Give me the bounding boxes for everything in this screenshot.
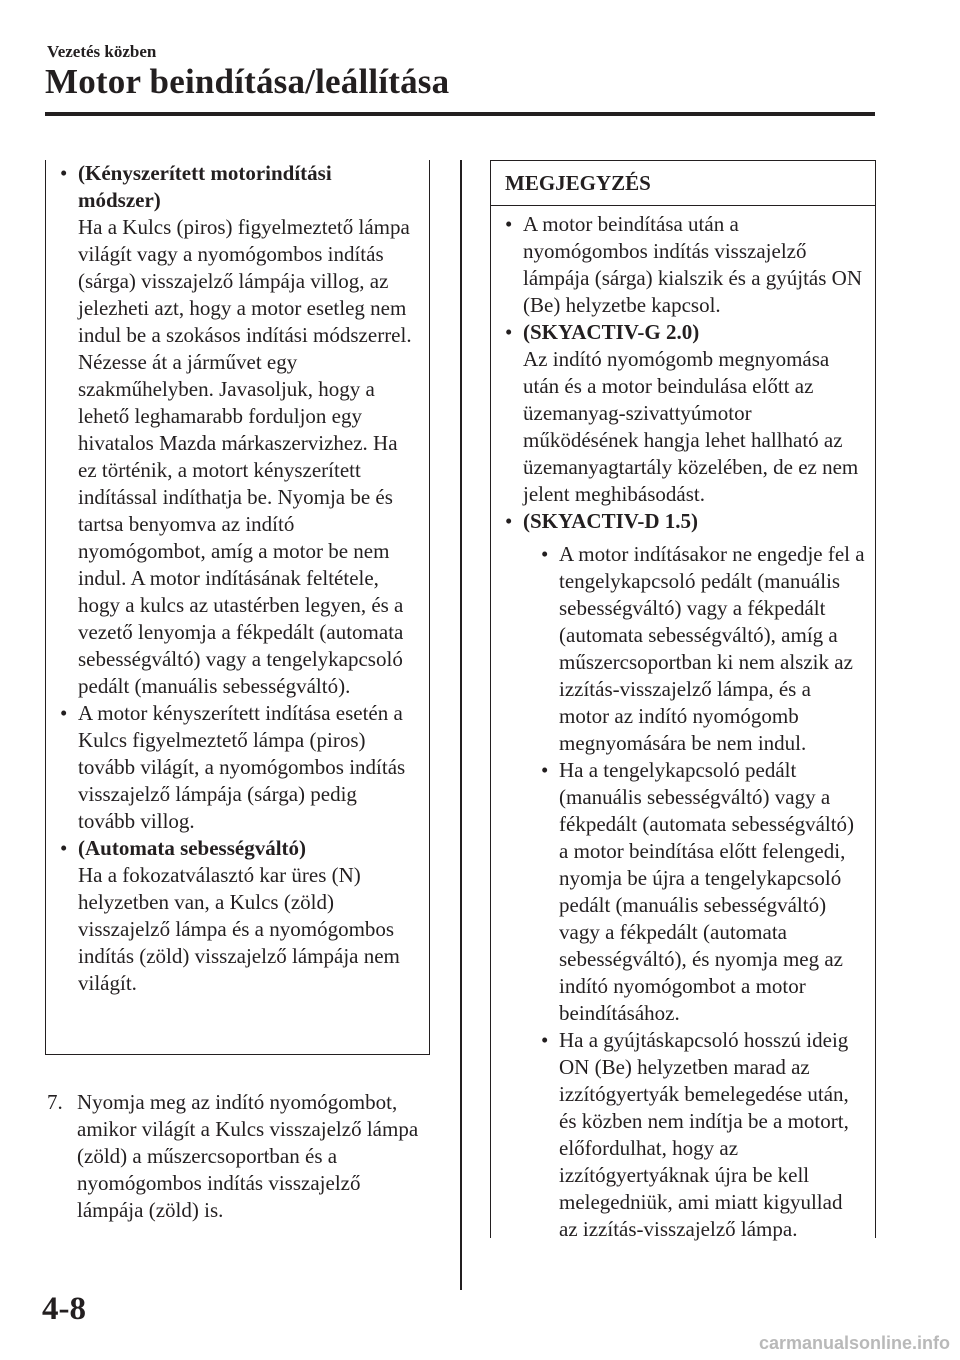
step-7 — [47, 1089, 427, 1224]
bullet: • — [505, 509, 513, 533]
bullet: • — [505, 320, 513, 344]
page-number: 4-8 — [42, 1291, 86, 1327]
item-text: A motor indításakor ne engedje fel a tengelykapcsoló pedált (manuális sebességváltó) vagy a fékpedált (automata sebességváltó), amíg a műszercsoportban ki nem alszik az izzítás-visszajelző lámpa, és a motor az indító nyomógomb megnyomására be nem indul. — [559, 542, 865, 755]
list-item — [60, 160, 416, 700]
sub-list-item — [541, 1027, 865, 1243]
item-text: A motor kényszerített indítása esetén a Kulcs figyelmeztető lámpa (piros) tovább világít, a nyomógombos indítás visszajelző lámpája (sárga) pedig tovább villog. — [78, 701, 406, 833]
item-text: A motor beindítása után a nyomógombos indítás visszajelző lámpája (sárga) kialszik és a gyújtás ON (Be) helyzetbe kapcsol. — [523, 212, 863, 317]
item-heading: (SKYACTIV-G 2.0) — [523, 320, 700, 344]
item-text: Ha a gyújtáskapcsoló hosszú ideig ON (Be) helyzetben marad az izzítógyertyák bemelegedése után, és közben nem indítja be a motort, előfordulhat, hogy az izzítógyertyáknak újra be kell melegedniük, ami miatt kigyullad az izzítás-visszajelző lámpa. — [559, 1028, 849, 1241]
item-heading: (SKYACTIV-D 1.5) — [523, 509, 699, 533]
step-number: 7. — [47, 1090, 63, 1114]
title-rule — [45, 112, 875, 116]
sub-list-item — [541, 541, 865, 757]
bullet: • — [505, 212, 513, 236]
sub-list — [541, 541, 865, 1243]
item-text: Ha a fokozatválasztó kar üres (N) helyzetben van, a Kulcs (zöld) visszajelző lámpa és a nyomógombos indítás (zöld) visszajelző lámpája nem világít. — [78, 863, 400, 995]
bullet: • — [541, 542, 549, 566]
list-item — [60, 700, 416, 835]
item-text: Ha a Kulcs (piros) figyelmeztető lámpa világít vagy a nyomógombos indítás (sárga) visszajelző lámpája villog, az jelezheti azt, hogy a motor esetleg nem indul be a szokásos indítási módszerrel. Nézesse át a járművet egy szakműhelyben. Javasoljuk, hogy a lehető leghamarabb forduljon egy hivatalos Mazda márkaszervizhez. Ha ez történik, a motort kényszerített indítással indíthatja be. Nyomja be és tartsa benyomva az indító nyomógombot, amíg a motor be nem indul. A motor indításának feltétele, hogy a kulcs az utastérben legyen, és a vezető lenyomja a fékpedált (automata sebességváltó) vagy a tengelykapcsoló pedált (manuális sebességváltó). — [78, 215, 412, 698]
note-content — [505, 211, 865, 1243]
note-title: MEGJEGYZÉS — [491, 161, 875, 206]
item-heading: (Kényszerített motorindítási módszer) — [78, 161, 332, 212]
page-title: Motor beindítása/leállítása — [45, 62, 450, 101]
list-item — [60, 835, 416, 997]
item-heading: (Automata sebességváltó) — [78, 836, 307, 860]
left-info-box — [45, 160, 430, 1055]
list-item — [505, 319, 865, 508]
sub-list-item — [541, 757, 865, 1027]
item-text: Ha a tengelykapcsoló pedált (manuális sebességváltó) vagy a fékpedált (automata sebességváltó) a motor beindítása előtt felengedi, nyomja be újra a tengelykapcsoló pedált (manuális sebességváltó) vagy a fékpedált (automata sebességváltó), és nyomja meg az indító nyomógombot a motor beindításához. — [559, 758, 855, 1025]
bullet: • — [541, 758, 549, 782]
list-item — [505, 211, 865, 319]
bullet: • — [60, 161, 68, 185]
step-text: Nyomja meg az indító nyomógombot, amikor világít a Kulcs visszajelző lámpa (zöld) a műszercsoportban és a nyomógombos indítás visszajelző lámpája (zöld) is. — [77, 1090, 419, 1222]
section-label: Vezetés közben — [47, 42, 157, 61]
column-divider — [460, 160, 462, 1290]
bullet: • — [541, 1028, 549, 1052]
item-text: Az indító nyomógomb megnyomása után és a motor beindulása előtt az üzemanyag-szivattyúmotor működésének hangja lehet hallható az üzemanyagtartály közelében, de ez nem jelent meghibásodást. — [523, 347, 859, 506]
list-item — [505, 508, 865, 1243]
bullet: • — [60, 701, 68, 725]
note-box — [490, 160, 876, 1241]
footer-watermark: carmanualsonline.info — [758, 1333, 950, 1353]
bullet: • — [60, 836, 68, 860]
left-info-content — [60, 160, 416, 997]
